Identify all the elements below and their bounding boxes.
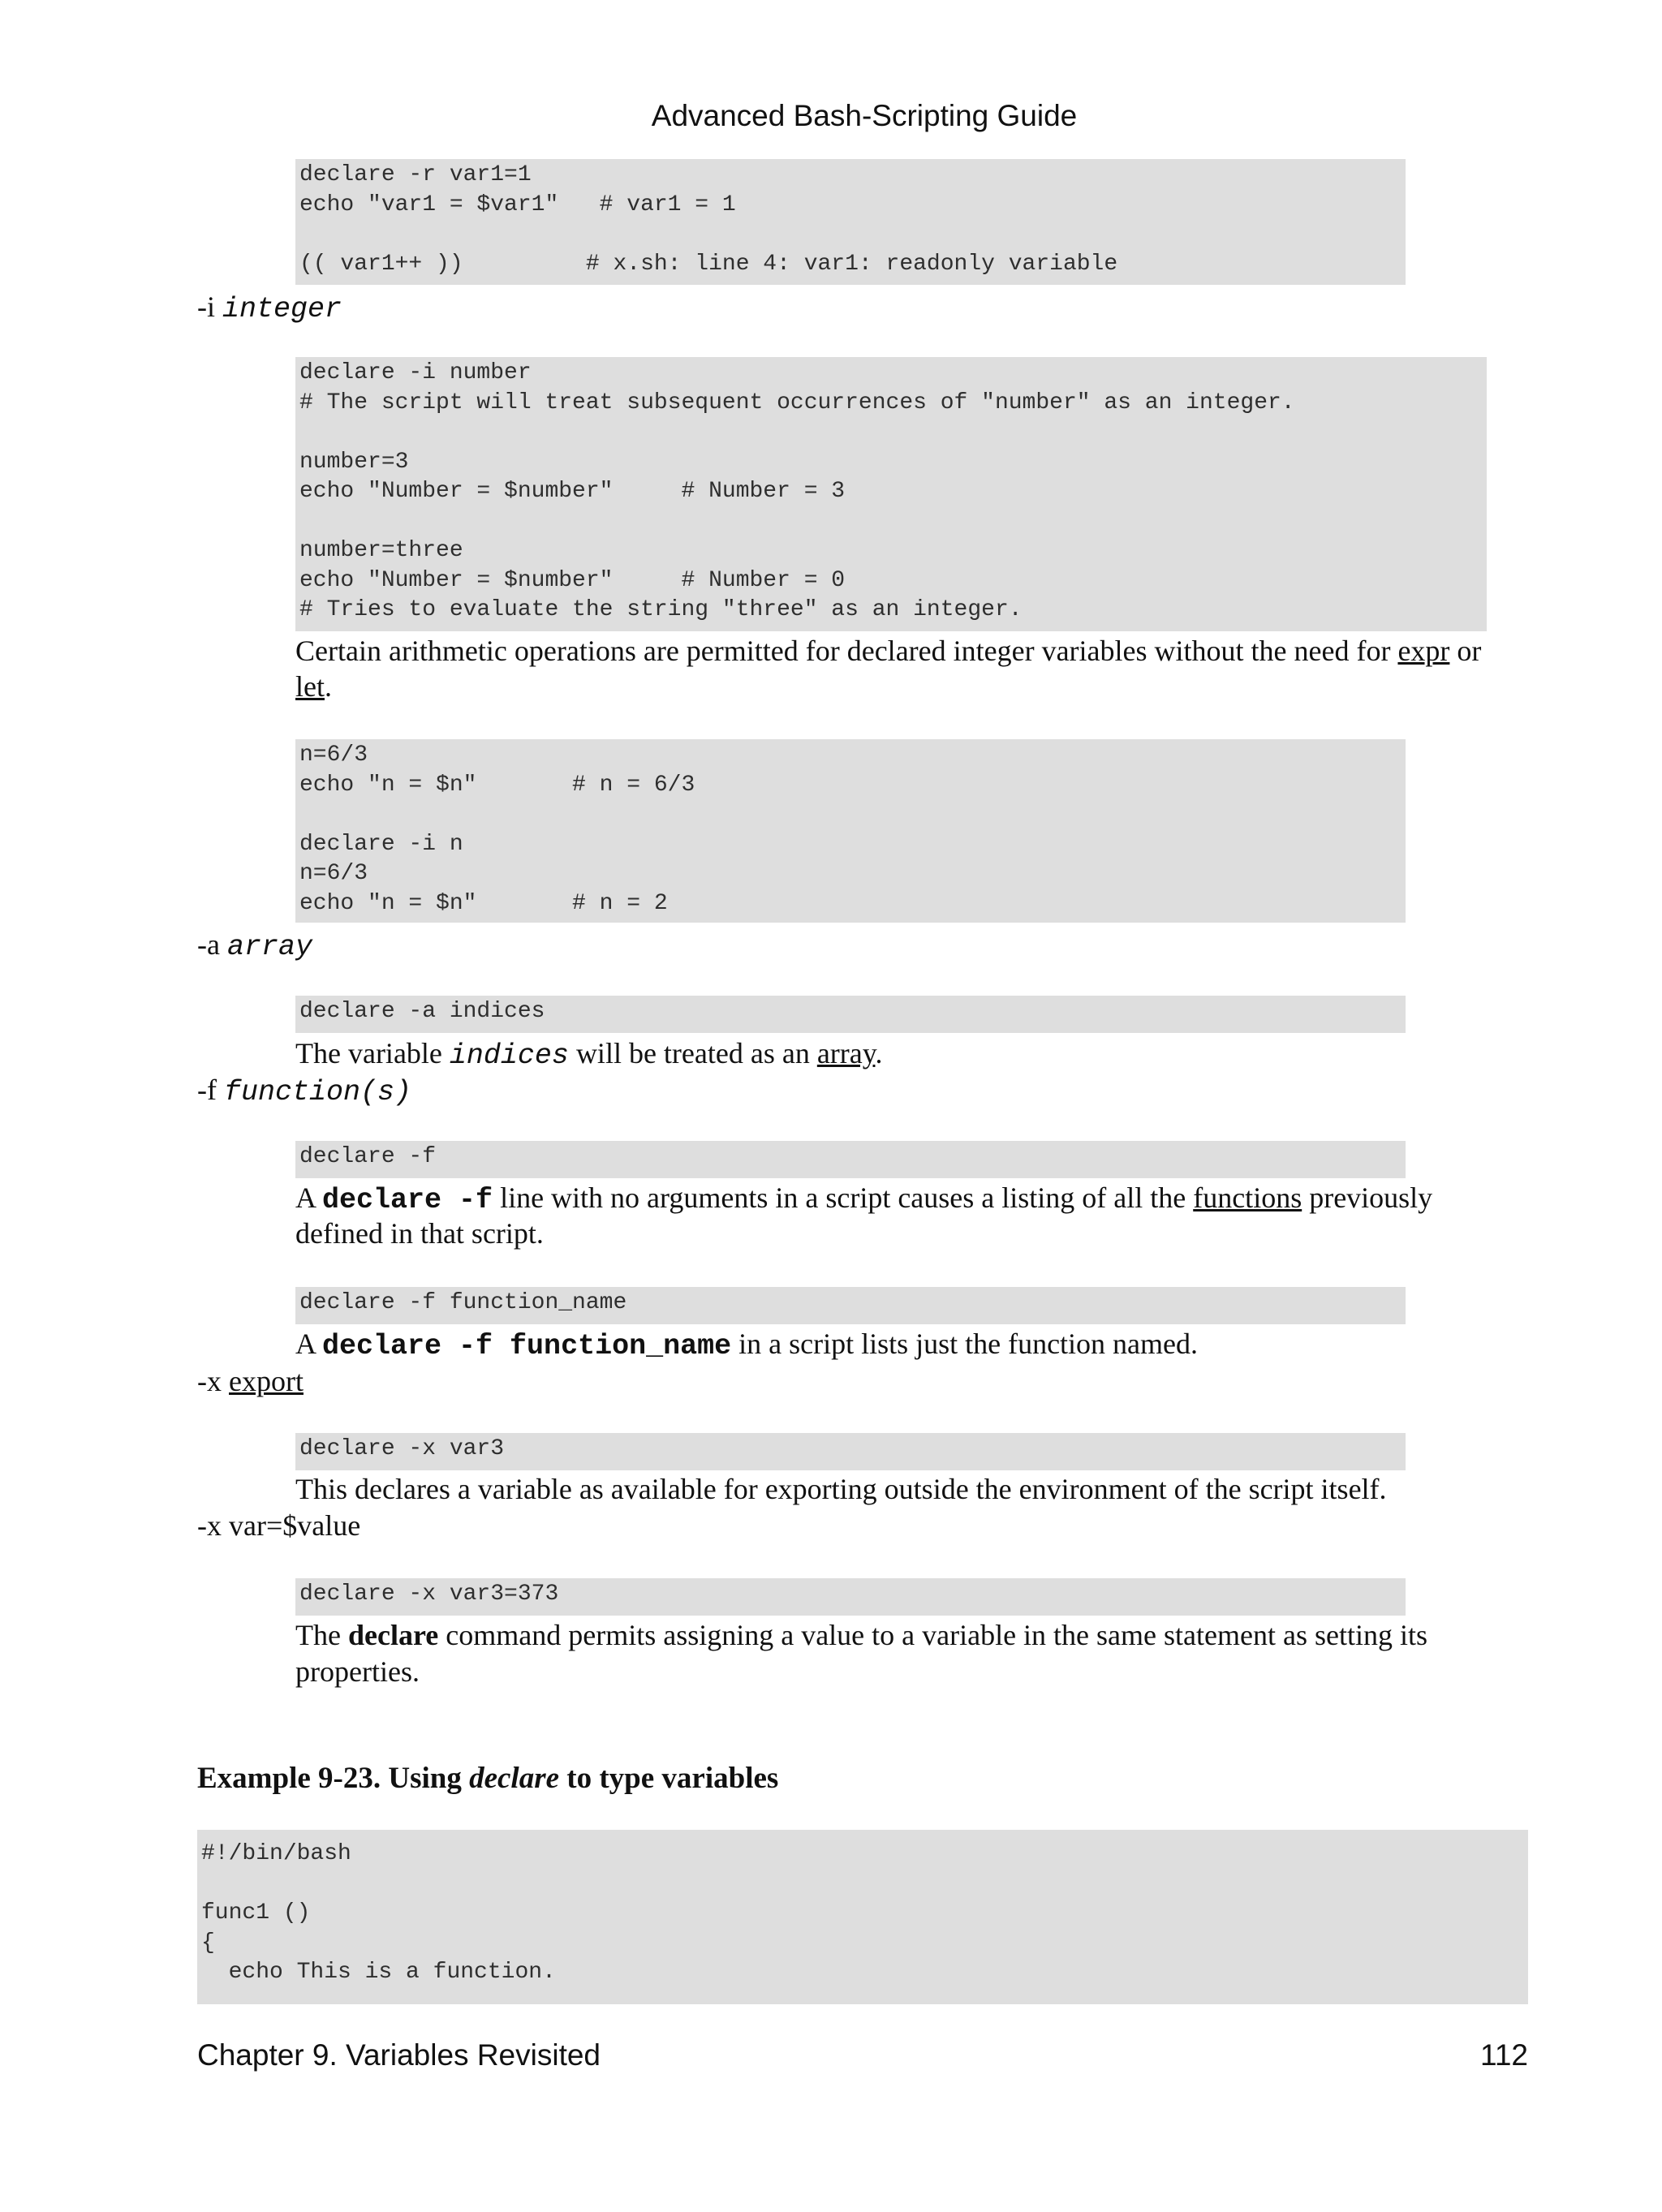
paragraph-array xyxy=(295,1035,882,1074)
paragraph-text: Certain arithmetic operations are permitted for declared integer variables without the need for xyxy=(295,635,1398,667)
paragraph-text: will be treated as an xyxy=(568,1037,817,1069)
paragraph-text: or xyxy=(1449,635,1482,667)
example-title-text: Example 9-23. Using xyxy=(197,1762,470,1795)
option-term-integer xyxy=(197,289,342,328)
paragraph-text: A xyxy=(295,1181,323,1214)
paragraph-text: line with no arguments in a script causes a listing of all the xyxy=(493,1181,1194,1214)
example-title xyxy=(197,1761,778,1796)
paragraph-function-name xyxy=(295,1326,1198,1365)
link-functions[interactable]: functions xyxy=(1193,1181,1302,1214)
paragraph-text: . xyxy=(875,1037,883,1069)
code-block-n: n=6/3 echo "n = $n" # n = 6/3 declare -i n n=6/3 echo "n = $n" # n = 2 xyxy=(295,739,1406,923)
link-export[interactable]: export xyxy=(229,1365,304,1397)
paragraph-declare-value-line1 xyxy=(295,1617,1427,1654)
paragraph-export: This declares a variable as available for exporting outside the environment of the script itself. xyxy=(295,1473,1387,1505)
paragraph-declare-f-line2: defined in that script. xyxy=(295,1217,544,1250)
option-flag: -a xyxy=(197,928,220,961)
option-arg: integer xyxy=(222,293,342,325)
option-term-export-value: -x var=$value xyxy=(197,1509,361,1542)
option-arg: array xyxy=(226,931,312,963)
variable-name: indices xyxy=(449,1039,569,1072)
option-arg: function(s) xyxy=(223,1076,412,1108)
command-name: declare -f xyxy=(322,1184,493,1216)
paragraph-text: A xyxy=(295,1328,323,1360)
paragraph-arithmetic-line1 xyxy=(295,633,1481,669)
paragraph-text: . xyxy=(324,670,332,703)
code-block-integer: declare -i number # The script will treat subsequent occurrences of "number" as an integer. number=3 echo "Number = $number" # Number = 3 number=three echo "Number = $number" # Number = 0 # Tries to evaluate the string "three" as an integer. xyxy=(295,357,1487,631)
footer-page-number: 112 xyxy=(1480,2038,1528,2072)
code-block-readonly: declare -r var1=1 echo "var1 = $var1" # var1 = 1 (( var1++ )) # x.sh: line 4: var1: readonly variable xyxy=(295,159,1406,285)
link-let[interactable]: let xyxy=(295,670,325,703)
example-title-emphasis: declare xyxy=(469,1762,560,1795)
code-block-export-value: declare -x var3=373 xyxy=(295,1578,1406,1616)
code-block-function-name: declare -f function_name xyxy=(295,1287,1406,1324)
example-code-block: #!/bin/bash func1 () { echo This is a function. xyxy=(197,1830,1528,2004)
paragraph-declare-value-line2: properties. xyxy=(295,1655,420,1688)
command-name: declare -f function_name xyxy=(322,1330,732,1362)
footer-chapter: Chapter 9. Variables Revisited xyxy=(197,2038,601,2072)
example-title-text: to type variables xyxy=(559,1762,779,1795)
option-flag: -x xyxy=(197,1365,222,1397)
option-term-function xyxy=(197,1072,411,1111)
option-flag: -i xyxy=(197,290,215,323)
option-term-export xyxy=(197,1363,304,1400)
code-block-export: declare -x var3 xyxy=(295,1433,1406,1470)
code-block-declare-f: declare -f xyxy=(295,1141,1406,1178)
code-block-array: declare -a indices xyxy=(295,996,1406,1033)
paragraph-text: previously xyxy=(1302,1181,1433,1214)
page-header: Advanced Bash-Scripting Guide xyxy=(651,99,1078,132)
paragraph-declare-f-line1 xyxy=(295,1180,1432,1219)
paragraph-arithmetic-line2 xyxy=(295,669,332,705)
option-flag: -f xyxy=(197,1074,217,1106)
command-name: declare xyxy=(347,1619,439,1651)
paragraph-text: in a script lists just the function named. xyxy=(731,1328,1199,1360)
paragraph-text: The xyxy=(295,1619,348,1651)
paragraph-text: The variable xyxy=(295,1037,450,1069)
link-array[interactable]: array xyxy=(816,1037,876,1069)
paragraph-text: command permits assigning a value to a variable in the same statement as setting its xyxy=(438,1619,1427,1651)
option-term-array xyxy=(197,927,312,966)
link-expr[interactable]: expr xyxy=(1397,635,1450,667)
